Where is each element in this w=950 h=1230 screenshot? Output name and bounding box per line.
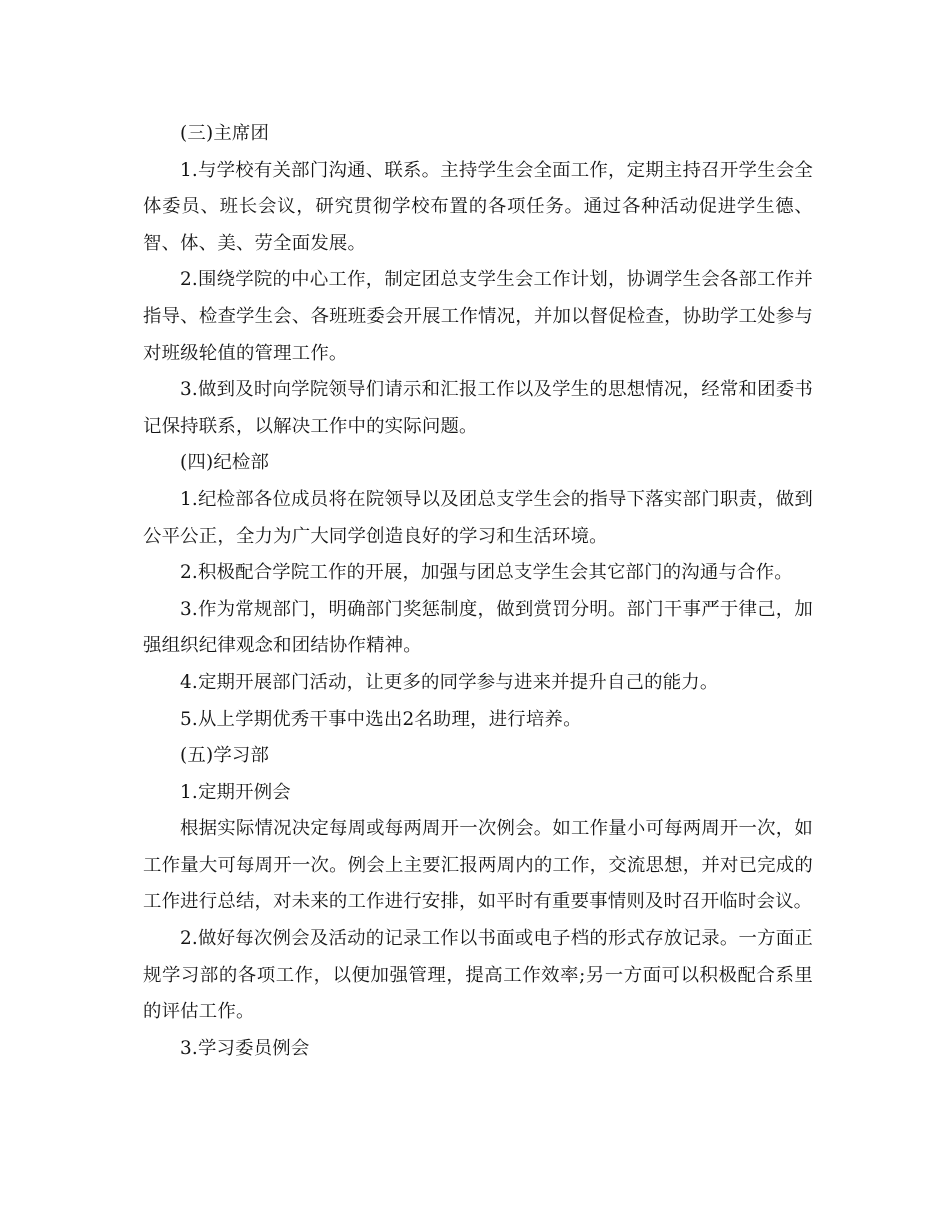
paragraph: 1.与学校有关部门沟通、联系。主持学生会全面工作，定期主持召开学生会全体委员、班长会议，研究贯彻学校布置的各项任务。通过各种活动促进学生德、智、体、美、劳全面发展。 bbox=[143, 159, 813, 254]
section-heading-presidium: (三)主席团 bbox=[180, 123, 270, 144]
paragraph: 3.作为常规部门，明确部门奖惩制度，做到赏罚分明。部门干事严于律己，加强组织纪律观念和团结协作精神。 bbox=[143, 598, 813, 657]
section-heading-study-dept: (五)学习部 bbox=[180, 745, 270, 767]
subsection-heading: 3.学习委员例会 bbox=[180, 1037, 310, 1059]
paragraph: 4.定期开展部门活动，让更多的同学参与进来并提升自己的能力。 bbox=[180, 671, 719, 693]
document-body bbox=[143, 116, 813, 1067]
paragraph: 5.从上学期优秀干事中选出2名助理，进行培养。 bbox=[180, 708, 582, 730]
paragraph: 2.积极配合学院工作的开展，加强与团总支学生会其它部门的沟通与合作。 bbox=[180, 562, 793, 584]
paragraph: 2.围绕学院的中心工作，制定团总支学生会工作计划，协调学生会各部工作并指导、检查学生会、各班班委会开展工作情况，并加以督促检查，协助学工处参与对班级轮值的管理工作。 bbox=[143, 269, 813, 364]
paragraph: 1.纪检部各位成员将在院领导以及团总支学生会的指导下落实部门职责，做到公平公正，全力为广大同学创造良好的学习和生活环境。 bbox=[143, 488, 813, 547]
paragraph: 2.做好每次例会及活动的记录工作以书面或电子档的形式存放记录。一方面正规学习部的各项工作，以便加强管理，提高工作效率;另一方面可以积极配合系里的评估工作。 bbox=[143, 928, 813, 1023]
section-heading-discipline-dept: (四)纪检部 bbox=[180, 452, 270, 474]
paragraph: 3.做到及时向学院领导们请示和汇报工作以及学生的思想情况，经常和团委书记保持联系，以解决工作中的实际问题。 bbox=[143, 379, 813, 437]
subsection-heading: 1.定期开例会 bbox=[180, 781, 291, 803]
paragraph: 根据实际情况决定每周或每两周开一次例会。如工作量小可每两周开一次，如工作量大可每周开一次。例会上主要汇报两周内的工作，交流思想，并对已完成的工作进行总结，对未来的工作进行安排，如平时有重要事情则及时召开临时会议。 bbox=[143, 818, 813, 913]
